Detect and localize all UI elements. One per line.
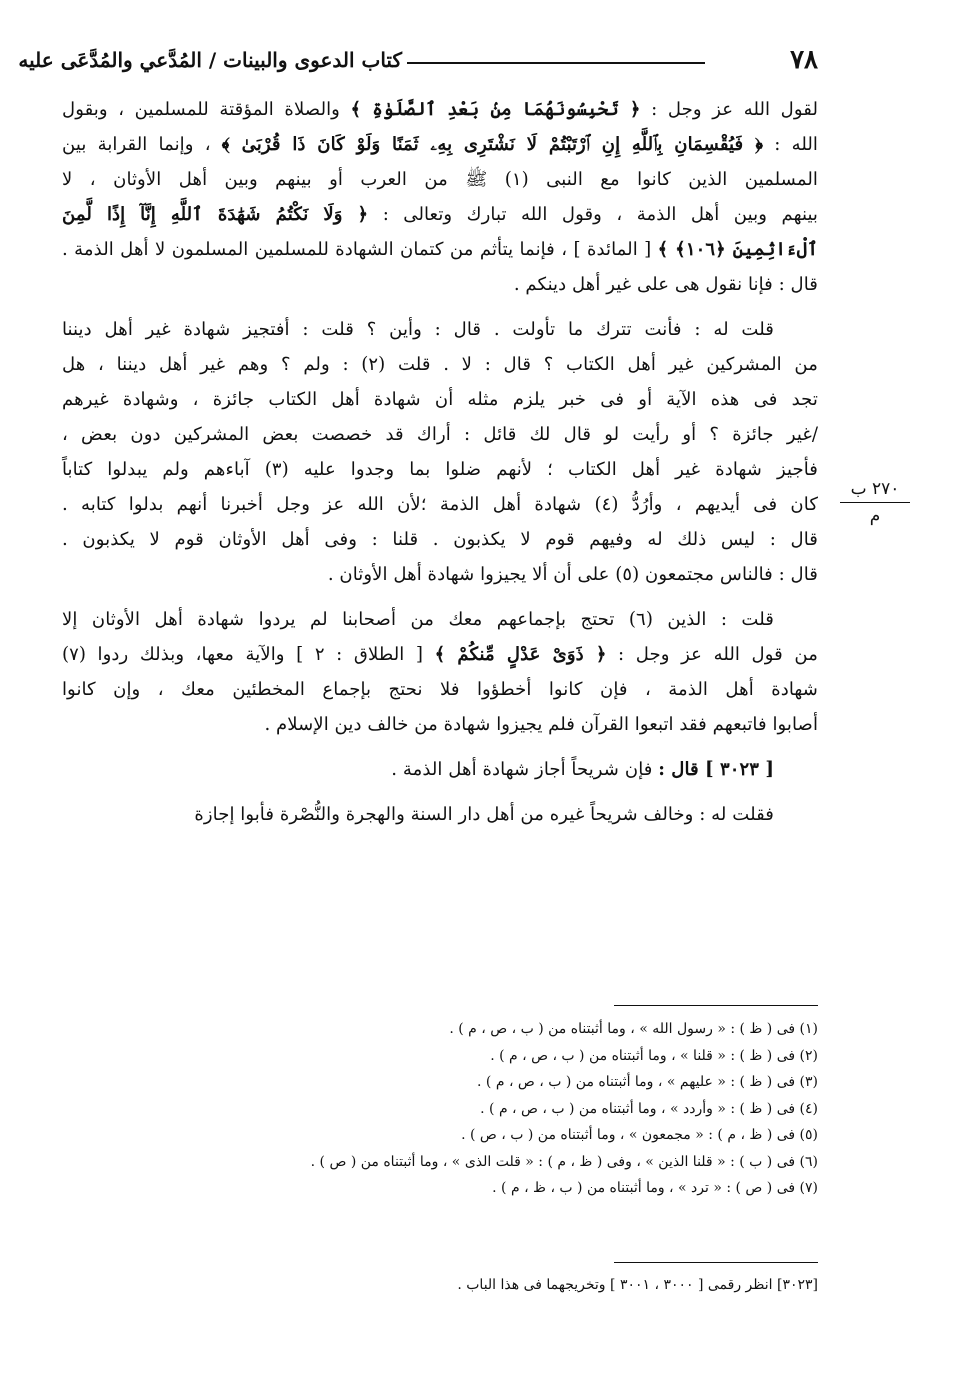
text-segment: ، وإنما القرابة بين	[62, 134, 222, 155]
footnotes	[120, 1016, 818, 1202]
page-header	[18, 40, 818, 80]
text-line	[62, 557, 818, 592]
text-line	[62, 602, 818, 637]
text-line	[62, 452, 818, 487]
text-segment: من قول الله عز وجل :	[606, 644, 818, 665]
text-segment: [ الطلاق : ٢ ] والآية معها، وبذلك ردوا (٧)	[62, 644, 435, 665]
page-number: ٧٨	[790, 45, 818, 75]
text-segment: تجد فى هذه الآية أو فى خبر يلزم مثله أن شهادة أهل الكتاب جائزة ، وشهادة غيرهم	[62, 389, 818, 410]
text-line	[62, 92, 818, 127]
text-line	[62, 232, 818, 267]
quran-quote: ﴿ وَلَا نَكْتُمُ شَهَٰدَةَ ٱللَّهِ إِنَّآ إِذًا لَّمِنَ	[62, 204, 369, 225]
text-segment: قلت : الذين (٦) تحتج بإجماعهم معك من أصحابنا لم يردوا شهادة أهل الأوثان إلا	[62, 609, 774, 630]
text-line	[62, 797, 818, 832]
quran-quote: ٱلْءَاثِمِينَ ﴿١٠٦﴾ ﴾	[657, 239, 818, 260]
text-segment: فإن شريحاً أجاز شهادة أهل الذمة .	[391, 759, 659, 780]
margin-folio-note	[840, 478, 910, 527]
text-segment: [ المائدة ] ، فإنما يتأثم من كتمان الشهادة للمسلمين المسلمون لا أهل الذمة .	[62, 239, 658, 260]
text-segment: /غير جائزة ؟ أو رأيت لو قال لك قائل : أراك قد خصصت بعض المشركين دون بعض ،	[62, 424, 818, 445]
paragraph	[62, 602, 818, 742]
text-line	[62, 522, 818, 557]
text-segment: قلت له : فأنت تترك ما تأولت . قال : وأين ؟ قلت : أفتجيز شهادة غير أهل ديننا	[62, 319, 774, 340]
quran-quote: [ ٣٠٢٣ ] قال :	[658, 759, 774, 780]
text-segment: شهادة أهل الذمة ، فإن كانوا أخطؤوا فلا نحتج بإجماع المخطئين معك ، وإن كانوا	[62, 679, 818, 700]
paragraph	[62, 797, 818, 832]
quran-quote: ﴿ فَيُقْسِمَانِ بِٱللَّهِ إِنِ ٱرْتَبْتُمْ لَا نَشْتَرِى بِهِۦ ثَمَنًا وَلَوْ كَانَ ذَا قُرْبَىٰ ﴾	[221, 134, 764, 155]
footnote: (٧) فى ( ص ) : « ترد » ، وما أثبتناه من ( ب ، ظ ، م ) .	[492, 1180, 818, 1196]
text-segment: من المشركين غير أهل الكتاب ؟ قال : لا . قلت (٢) : ولم ؟ وهم غير أهل ديننا ، هل	[62, 354, 818, 375]
footnote: (١) فى ( ظ ) : « رسول الله » ، وما أثبتناه من ( ب ، ص ، م ) .	[449, 1021, 818, 1037]
folio-number: ٢٧٠ ب	[850, 479, 900, 499]
text-segment: المسلمين الذين كانوا مع النبى (١) ﷺ من العرب أو بينهم وبين أهل الأوثان ، لا	[62, 169, 818, 190]
text-line	[62, 312, 818, 347]
quran-quote: ﴿ ذَوَىْ عَدْلٍ مِّنكُمْ ﴾	[434, 644, 607, 665]
text-segment: بينهم وبين أهل الذمة ، وقول الله تبارك وتعالى :	[368, 204, 818, 225]
footnote-separator	[614, 1005, 818, 1006]
text-line	[62, 417, 818, 452]
text-segment: قال : ليس ذلك له وفيهم قوم لا يكذبون . قلنا : وفى أهل الأوثان قوم لا يكذبون .	[62, 529, 818, 550]
text-segment: كان فى أيديهم ، وأرُدُّ (٤) شهادة أهل الذمة ؛لأن الله عز وجل أخبرنا أنهم بدلوا كتابه .	[62, 494, 818, 515]
footnote: (٦) فى ( ب ) : « قلنا الذين » ، وفى ( ظ ، م ) : « قلت الذى » ، وما أثبتناه من ( ص ) .	[310, 1153, 818, 1170]
manuscript-siglum: م	[869, 506, 881, 526]
text-line	[62, 637, 818, 672]
text-line	[62, 162, 818, 197]
running-title: كتاب الدعوى والبينات / المُدَّعي والمُدَّعَى عليه	[18, 48, 402, 72]
text-segment: أصابوا فاتبعهم فقد اتبعوا القرآن فلم يجيزوا شهادة من خالف دين الإسلام .	[264, 714, 818, 735]
text-line	[62, 197, 818, 232]
text-segment: والصلاة المؤقتة للمسلمين ، وبقول	[62, 99, 351, 120]
text-segment: لقول الله عز وجل :	[640, 99, 818, 120]
takhrij-separator	[614, 1262, 818, 1263]
text-line	[62, 267, 818, 302]
text-line	[62, 752, 818, 787]
text-segment: فأجيز شهادة غير أهل الكتاب ؛ لأنهم ضلوا بما وجدوا عليه (٣) آباءهم ولم يبدلوا كتاباً	[62, 459, 818, 480]
quran-quote: ﴿ تَحْبِسُونَهُمَا مِنۢ بَعْدِ ٱلصَّلَوٰةِ ﴾	[350, 99, 641, 120]
text-line	[62, 347, 818, 382]
takhrij-note: [٣٠٢٣] انظر رقمى [ ٣٠٠٠ ، ٣٠٠١ ] وتخريجهما فى هذا الباب .	[457, 1277, 818, 1293]
text-segment: الله :	[763, 134, 818, 155]
text-line	[62, 382, 818, 417]
main-text	[62, 92, 818, 832]
text-line	[62, 127, 818, 162]
text-segment: فقلت له : وخالف شريحاً غيره من أهل دار السنة والهجرة والنُّصْرة فأبوا إجازة	[194, 804, 774, 825]
text-segment: قال : فالناس مجتمعون (٥) على أن ألا يجيزوا شهادة أهل الأوثان .	[327, 564, 818, 585]
footnote: (٥) فى ( ظ ، م ) : « مجمعون » ، وما أثبتناه من ( ب ، ص ) .	[461, 1127, 818, 1143]
text-line	[62, 707, 818, 742]
text-line	[62, 487, 818, 522]
footnote: (٣) فى ( ظ ) : « عليهم » ، وما أثبتناه من ( ب ، ص ، م ) .	[477, 1074, 818, 1090]
paragraph	[62, 752, 818, 787]
paragraph	[62, 312, 818, 592]
footnote: (٢) فى ( ظ ) : « قلنا » ، وما أثبتناه من ( ب ، ص ، م ) .	[490, 1047, 818, 1064]
text-segment: قال : فإنا نقول هى على غير أهل دينكم .	[513, 274, 818, 295]
paragraph	[62, 92, 818, 302]
text-line	[62, 672, 818, 707]
header-rule	[407, 62, 705, 64]
folio-rule	[840, 502, 910, 503]
footnote: (٤) فى ( ظ ) : « وأردد » ، وما أثبتناه من ( ب ، ص ، م ) .	[480, 1100, 818, 1117]
